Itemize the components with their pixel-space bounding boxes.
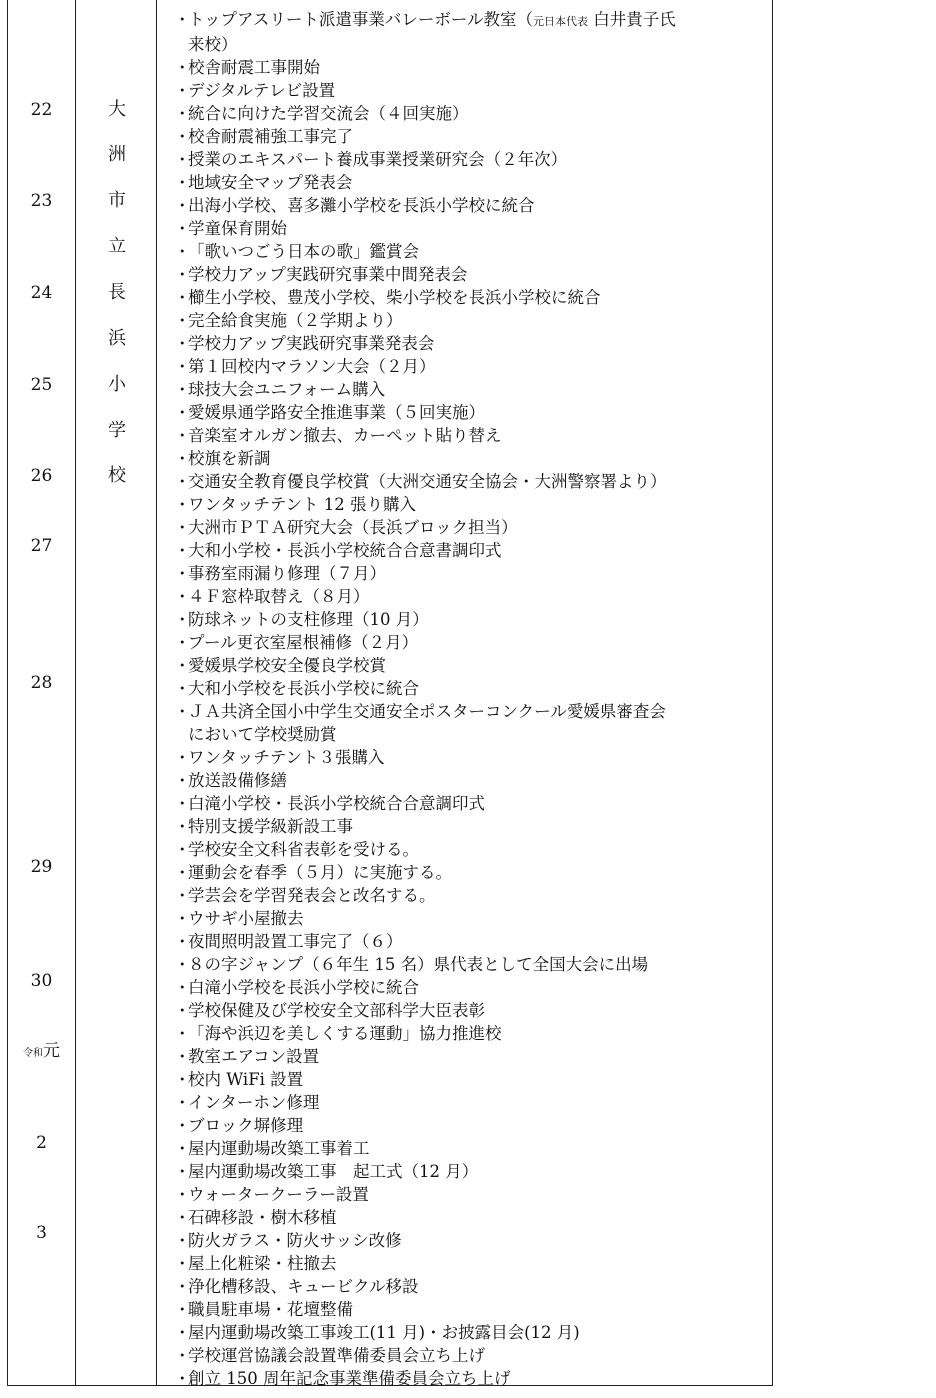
event-text: 音楽室オルガン撤去、カーペット貼り替え xyxy=(188,426,502,445)
event-text: 屋上化粧梁・柱撤去 xyxy=(188,1254,337,1273)
event-text: 球技大会ユニフォーム購入 xyxy=(188,380,386,399)
bullet: ・ xyxy=(174,196,191,215)
event-text: トップアスリート派遣事業バレーボール教室（元日本代表 白井貴子氏 xyxy=(188,10,676,29)
bullet: ・ xyxy=(174,1231,191,1250)
event-text: デジタルテレビ設置 xyxy=(188,81,336,100)
year-number: 26 xyxy=(30,466,53,486)
event-item xyxy=(174,332,774,355)
bullet: ・ xyxy=(174,380,191,399)
event-text: 学校力アップ実践研究事業発表会 xyxy=(188,334,435,353)
event-item xyxy=(174,608,774,631)
event-text: 夜間照明設置工事完了（６） xyxy=(188,932,403,951)
event-item xyxy=(174,562,774,585)
event-text: において学校奨励賞 xyxy=(188,725,337,744)
bullet: ・ xyxy=(174,909,191,928)
event-item xyxy=(174,171,774,194)
event-text: 校旗を新調 xyxy=(188,449,271,468)
event-item xyxy=(174,746,774,769)
event-item xyxy=(174,1275,774,1298)
event-item xyxy=(174,1022,774,1045)
school-name-char: 長 xyxy=(108,282,126,303)
bullet: ・ xyxy=(174,1047,191,1066)
event-text: 愛媛県通学路安全推進事業（５回実施） xyxy=(188,403,485,422)
bullet: ・ xyxy=(174,840,191,859)
event-text: 大洲市ＰＴＡ研究大会（長浜ブロック担当） xyxy=(188,518,518,537)
event-text: 防球ネットの支柱修理（10 月） xyxy=(188,610,429,629)
bullet: ・ xyxy=(174,564,191,583)
year-label xyxy=(8,191,75,211)
event-text: 白滝小学校・長浜小学校統合合意調印式 xyxy=(188,794,485,813)
event-item xyxy=(174,309,774,332)
bullet: ・ xyxy=(174,817,191,836)
event-item xyxy=(174,884,774,907)
year-number: 24 xyxy=(30,283,53,303)
event-text: 完全給食実施（２学期より） xyxy=(188,311,403,330)
event-text: 交通安全教育優良学校賞（大洲交通安全協会・大洲警察署より） xyxy=(188,472,667,491)
bullet: ・ xyxy=(174,173,191,192)
event-item xyxy=(174,8,774,33)
event-text: 「海や浜辺を美しくする運動」協力推進校 xyxy=(188,1024,502,1043)
event-text: 校舎耐震補強工事完了 xyxy=(188,127,353,146)
event-item xyxy=(174,470,774,493)
event-item xyxy=(174,838,774,861)
year-number: 3 xyxy=(36,1223,47,1243)
year-number: 29 xyxy=(30,857,53,877)
bullet: ・ xyxy=(174,311,191,330)
year-label xyxy=(8,673,75,693)
event-text: 学校安全文科省表彰を受ける。 xyxy=(188,840,419,859)
event-item xyxy=(174,263,774,286)
bullet: ・ xyxy=(174,1024,191,1043)
event-note: 元日本代表 xyxy=(533,15,589,28)
bullet: ・ xyxy=(174,518,191,537)
bullet: ・ xyxy=(174,656,191,675)
event-text: 屋内運動場改築工事着工 xyxy=(188,1139,370,1158)
bullet: ・ xyxy=(174,1277,191,1296)
bullet: ・ xyxy=(174,288,191,307)
event-text: ブロック塀修理 xyxy=(188,1116,304,1135)
event-text: 学芸会を学習発表会と改名する。 xyxy=(188,886,436,905)
event-text: 愛媛県学校安全優良学校賞 xyxy=(188,656,386,675)
bullet xyxy=(174,723,188,746)
event-text: 防火ガラス・防火サッシ改修 xyxy=(188,1231,402,1250)
event-item xyxy=(174,654,774,677)
school-name-char: 校 xyxy=(108,465,126,486)
year-label xyxy=(8,375,75,395)
era-label: 令和 xyxy=(23,1048,43,1059)
event-item xyxy=(174,953,774,976)
event-text: ＪＡ共済全国小中学生交通安全ポスターコンクール愛媛県審査会 xyxy=(188,702,666,721)
event-item xyxy=(174,401,774,424)
year-label xyxy=(8,1041,75,1064)
event-item xyxy=(174,1091,774,1114)
event-item xyxy=(174,861,774,884)
bullet: ・ xyxy=(174,472,191,491)
bullet: ・ xyxy=(174,1254,191,1273)
event-item xyxy=(174,1252,774,1275)
event-text: 大和小学校を長浜小学校に統合 xyxy=(188,679,419,698)
bullet: ・ xyxy=(174,794,191,813)
event-item xyxy=(174,1298,774,1321)
bullet: ・ xyxy=(174,1093,191,1112)
event-text: 統合に向けた学習交流会（４回実施） xyxy=(188,104,469,123)
event-text: 学校運営協議会設置準備委員会立ち上げ xyxy=(188,1346,485,1365)
event-text: 大和小学校・長浜小学校統合合意書調印式 xyxy=(188,541,502,560)
year-label xyxy=(8,283,75,303)
event-item xyxy=(174,125,774,148)
bullet: ・ xyxy=(174,1001,191,1020)
year-label xyxy=(8,1133,75,1153)
event-text: ワンタッチテント 12 張り購入 xyxy=(188,495,417,514)
year-number: 28 xyxy=(30,673,53,693)
bullet: ・ xyxy=(174,633,191,652)
event-item xyxy=(174,493,774,516)
bullet: ・ xyxy=(174,334,191,353)
bullet: ・ xyxy=(174,495,191,514)
bullet: ・ xyxy=(174,1070,191,1089)
event-text: 学校保健及び学校安全文部科学大臣表彰 xyxy=(188,1001,485,1020)
event-item xyxy=(174,631,774,654)
event-text: 学校力アップ実践研究事業中間発表会 xyxy=(188,265,468,284)
event-text: ８の字ジャンプ（６年生 15 名）県代表として全国大会に出場 xyxy=(188,955,649,974)
event-item xyxy=(174,539,774,562)
bullet: ・ xyxy=(174,679,191,698)
event-item xyxy=(174,194,774,217)
event-item xyxy=(174,1137,774,1160)
event-text: 来校） xyxy=(188,35,238,54)
event-item xyxy=(174,56,774,79)
event-text: 地域安全マップ発表会 xyxy=(188,173,353,192)
event-text: ウォータークーラー設置 xyxy=(188,1185,369,1204)
bullet: ・ xyxy=(174,932,191,951)
bullet: ・ xyxy=(174,541,191,560)
year-number: 22 xyxy=(30,100,53,120)
event-item xyxy=(174,148,774,171)
bullet: ・ xyxy=(174,610,191,629)
bullet: ・ xyxy=(174,81,191,100)
event-item xyxy=(174,79,774,102)
event-item xyxy=(174,723,774,746)
bullet: ・ xyxy=(174,150,191,169)
year-number: 元 xyxy=(43,1041,60,1061)
bullet: ・ xyxy=(174,978,191,997)
bullet: ・ xyxy=(174,1139,191,1158)
year-number: 30 xyxy=(30,971,53,991)
event-item xyxy=(174,33,774,56)
event-text: 櫛生小学校、豊茂小学校、柴小学校を長浜小学校に統合 xyxy=(188,288,601,307)
event-list xyxy=(174,8,774,1390)
bullet: ・ xyxy=(174,104,191,123)
event-item xyxy=(174,1321,774,1344)
event-text: 石碑移設・樹木移植 xyxy=(188,1208,337,1227)
event-item xyxy=(174,1045,774,1068)
event-text: 屋内運動場改築工事竣工(11 月)・お披露目会(12 月) xyxy=(188,1323,580,1342)
bullet: ・ xyxy=(174,1162,191,1181)
event-item xyxy=(174,700,774,723)
year-label xyxy=(8,971,75,991)
event-item xyxy=(174,677,774,700)
year-number: 23 xyxy=(30,191,53,211)
school-name-char: 大 xyxy=(108,99,126,120)
year-number: 25 xyxy=(30,375,53,395)
school-name-char: 立 xyxy=(108,236,126,257)
year-label xyxy=(8,857,75,877)
event-item xyxy=(174,585,774,608)
year-label xyxy=(8,536,75,556)
event-item xyxy=(174,976,774,999)
year-label xyxy=(8,466,75,486)
bullet: ・ xyxy=(174,58,191,77)
event-text: 運動会を春季（５月）に実施する。 xyxy=(188,863,452,882)
bullet: ・ xyxy=(174,219,191,238)
event-item xyxy=(174,769,774,792)
history-table xyxy=(7,0,773,1386)
event-text: 校内 WiFi 設置 xyxy=(188,1070,304,1089)
bullet: ・ xyxy=(174,449,191,468)
event-item xyxy=(174,930,774,953)
event-item xyxy=(174,240,774,263)
bullet: ・ xyxy=(174,748,191,767)
event-text: 校舎耐震工事開始 xyxy=(188,58,320,77)
event-item xyxy=(174,1068,774,1091)
event-text: 職員駐車場・花壇整備 xyxy=(188,1300,353,1319)
bullet xyxy=(174,33,188,56)
event-text: ウサギ小屋撤去 xyxy=(188,909,304,928)
bullet: ・ xyxy=(174,863,191,882)
event-item xyxy=(174,792,774,815)
bullet: ・ xyxy=(174,1369,191,1388)
event-item xyxy=(174,378,774,401)
bullet: ・ xyxy=(174,1185,191,1204)
event-text: プール更衣室屋根補修（２月） xyxy=(188,633,419,652)
event-item xyxy=(174,1206,774,1229)
event-item xyxy=(174,1114,774,1137)
event-text: 屋内運動場改築工事 起工式（12 月） xyxy=(188,1162,479,1181)
bullet: ・ xyxy=(174,1300,191,1319)
bullet: ・ xyxy=(174,1323,191,1342)
school-name-char: 小 xyxy=(108,374,126,395)
school-name-char: 浜 xyxy=(108,328,126,349)
event-item xyxy=(174,1367,774,1390)
event-text: 教室エアコン設置 xyxy=(188,1047,320,1066)
event-item xyxy=(174,1344,774,1367)
bullet: ・ xyxy=(174,403,191,422)
event-text: 第１回校内マラソン大会（２月） xyxy=(188,357,436,376)
bullet: ・ xyxy=(174,587,191,606)
event-item xyxy=(174,217,774,240)
bullet: ・ xyxy=(174,265,191,284)
event-text: ワンタッチテント３張購入 xyxy=(188,748,385,767)
event-text: ４Ｆ窓枠取替え（８月） xyxy=(188,587,370,606)
bullet: ・ xyxy=(174,771,191,790)
school-name-char: 学 xyxy=(108,420,126,441)
school-name-char: 洲 xyxy=(108,144,126,165)
bullet: ・ xyxy=(174,426,191,445)
event-item xyxy=(174,1183,774,1206)
event-item xyxy=(174,1160,774,1183)
event-item xyxy=(174,447,774,470)
bullet: ・ xyxy=(174,1116,191,1135)
school-name-char: 市 xyxy=(108,190,126,211)
event-text: 事務室雨漏り修理（７月） xyxy=(188,564,386,583)
event-text: 特別支援学級新設工事 xyxy=(188,817,353,836)
event-text: 学童保育開始 xyxy=(188,219,287,238)
bullet: ・ xyxy=(174,702,191,721)
event-text: 出海小学校、喜多灘小学校を長浜小学校に統合 xyxy=(188,196,535,215)
year-number: 2 xyxy=(36,1133,47,1153)
event-item xyxy=(174,516,774,539)
event-text: 授業のエキスパート養成事業授業研究会（２年次） xyxy=(188,150,568,169)
year-number: 27 xyxy=(30,536,53,556)
bullet: ・ xyxy=(174,10,191,29)
bullet: ・ xyxy=(174,1208,191,1227)
event-text: 放送設備修繕 xyxy=(188,771,287,790)
event-text: インターホン修理 xyxy=(188,1093,320,1112)
bullet: ・ xyxy=(174,886,191,905)
event-item xyxy=(174,424,774,447)
bullet: ・ xyxy=(174,127,191,146)
bullet: ・ xyxy=(174,955,191,974)
bullet: ・ xyxy=(174,1346,191,1365)
event-item xyxy=(174,999,774,1022)
event-item xyxy=(174,815,774,838)
event-text: 創立 150 周年記念事業準備委員会立ち上げ xyxy=(188,1369,511,1388)
bullet: ・ xyxy=(174,242,191,261)
event-item xyxy=(174,102,774,125)
event-item xyxy=(174,1229,774,1252)
bullet: ・ xyxy=(174,357,191,376)
event-item xyxy=(174,355,774,378)
event-item xyxy=(174,286,774,309)
year-label xyxy=(8,100,75,120)
event-text: 白滝小学校を長浜小学校に統合 xyxy=(188,978,419,997)
year-label xyxy=(8,1223,75,1243)
event-text: 「歌いつごう日本の歌」鑑賞会 xyxy=(188,242,419,261)
event-text: 浄化槽移設、キュービクル移設 xyxy=(188,1277,419,1296)
event-item xyxy=(174,907,774,930)
